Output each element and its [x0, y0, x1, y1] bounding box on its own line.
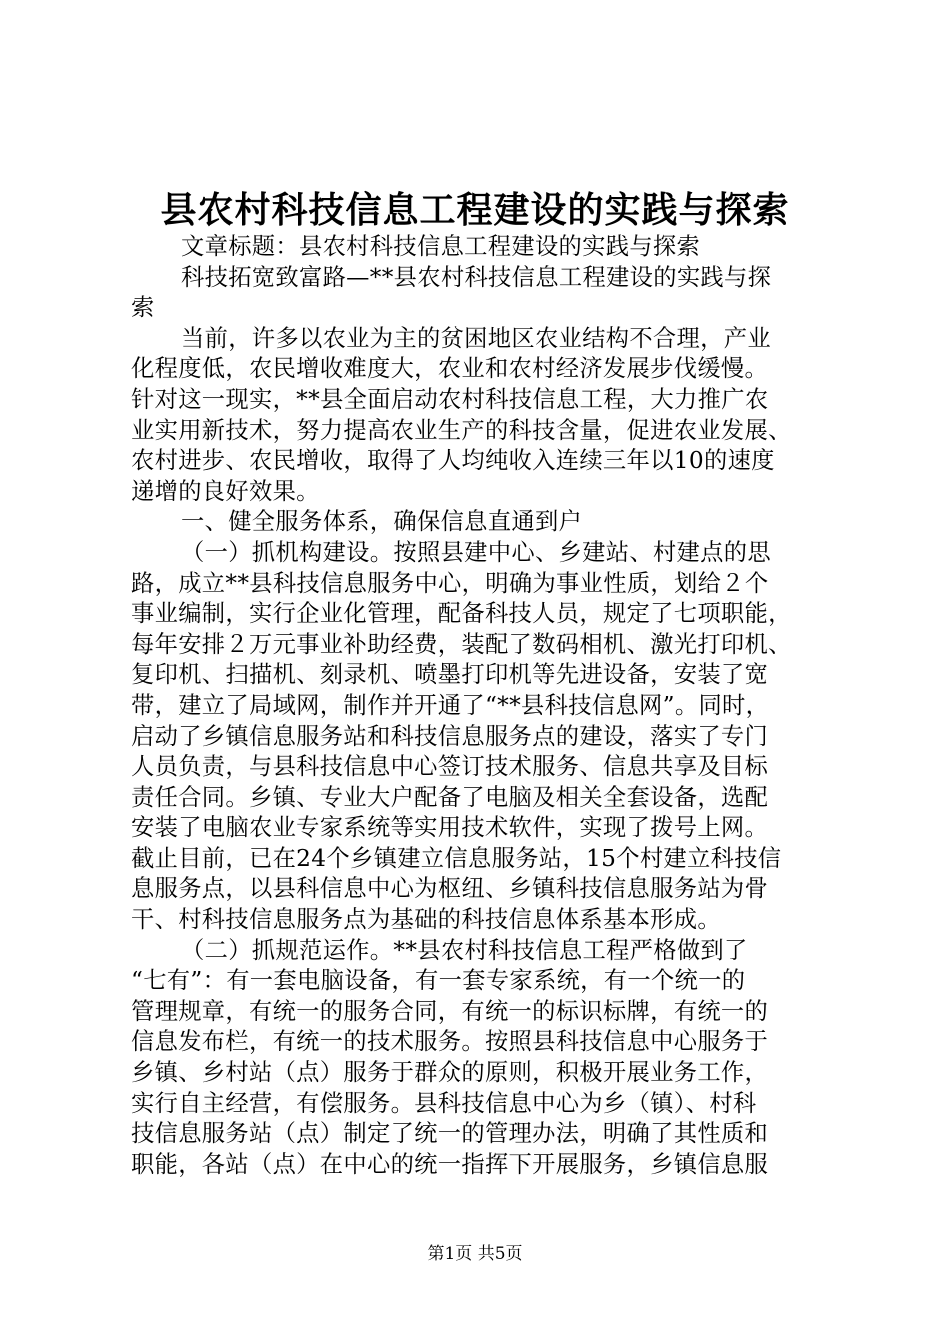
paragraph-line: 管理规章，有统一的服务合同，有统一的标识标牌，有统一的 [131, 997, 769, 1025]
section-heading: 一、健全服务体系，确保信息直通到户 [181, 508, 583, 536]
paragraph-line: 农村进步、农民增收，取得了人均纯收入连续三年以10的速度 [131, 447, 775, 475]
subtitle-line: 科技拓宽致富路—**县农村科技信息工程建设的实践与探 [181, 263, 772, 291]
paragraph-line: 信息发布栏，有统一的技术服务。按照县科技信息中心服务于 [131, 1028, 769, 1056]
paragraph-line: 干、村科技信息服务点为基础的科技信息体系基本形成。 [131, 906, 721, 934]
paragraph-line: 针对这一现实，**县全面启动农村科技信息工程，大力推广农 [131, 385, 769, 413]
paragraph-line: （一）抓机构建设。按照县建中心、乡建站、村建点的思 [181, 538, 771, 566]
paragraph-line: “七有”：有一套电脑设备，有一套专家系统，有一个统一的 [131, 967, 746, 995]
paragraph-line: 复印机、扫描机、刻录机、喷墨打印机等先进设备，安装了宽 [131, 661, 769, 689]
paragraph-line: 带，建立了局域网，制作并开通了“**县科技信息网”。同时， [131, 691, 770, 719]
subtitle-line-cont: 索 [131, 294, 155, 322]
paragraph-line: 化程度低，农民增收难度大，农业和农村经济发展步伐缓慢。 [131, 355, 769, 383]
paragraph-line: 启动了乡镇信息服务站和科技信息服务点的建设，落实了专门 [131, 722, 769, 750]
document-title: 县农村科技信息工程建设的实践与探索 [160, 189, 790, 231]
paragraph-line: 事业编制，实行企业化管理，配备科技人员，规定了七项职能， [131, 600, 792, 628]
paragraph-line: 职能，各站（点）在中心的统一指挥下开展服务，乡镇信息服 [131, 1150, 769, 1178]
document-body [131, 232, 831, 1180]
paragraph-line: 业实用新技术，努力提高农业生产的科技含量，促进农业发展、 [131, 416, 792, 444]
paragraph-line: 人员负责，与县科技信息中心签订技术服务、信息共享及目标 [131, 753, 769, 781]
paragraph-line: 息服务点，以县科信息中心为枢纽、乡镇科技信息服务站为骨 [131, 875, 769, 903]
article-title-line: 文章标题：县农村科技信息工程建设的实践与探索 [181, 233, 701, 260]
paragraph-line: 每年安排２万元事业补助经费，装配了数码相机、激光打印机、 [131, 630, 792, 658]
paragraph-line: 乡镇、乡村站（点）服务于群众的原则，积极开展业务工作， [131, 1059, 769, 1087]
paragraph-line: 技信息服务站（点）制定了统一的管理办法，明确了其性质和 [131, 1120, 769, 1148]
page-footer: 第1页 共5页 [427, 1244, 523, 1264]
paragraph-line: 路，成立**县科技信息服务中心，明确为事业性质，划给２个 [131, 569, 769, 597]
paragraph-line: 安装了电脑农业专家系统等实用技术软件，实现了拨号上网。 [131, 814, 769, 842]
paragraph-line: 当前，许多以农业为主的贫困地区农业结构不合理，产业 [181, 324, 771, 352]
paragraph-line: （二）抓规范运作。**县农村科技信息工程严格做到了 [181, 936, 748, 964]
paragraph-line: 递增的良好效果。 [131, 477, 320, 505]
paragraph-line: 截止目前，已在24个乡镇建立信息服务站，15个村建立科技信 [131, 844, 782, 872]
paragraph-line: 实行自主经营，有偿服务。县科技信息中心为乡（镇）、村科 [131, 1089, 757, 1117]
paragraph-line: 责任合同。乡镇、专业大户配备了电脑及相关全套设备，选配 [131, 783, 769, 811]
